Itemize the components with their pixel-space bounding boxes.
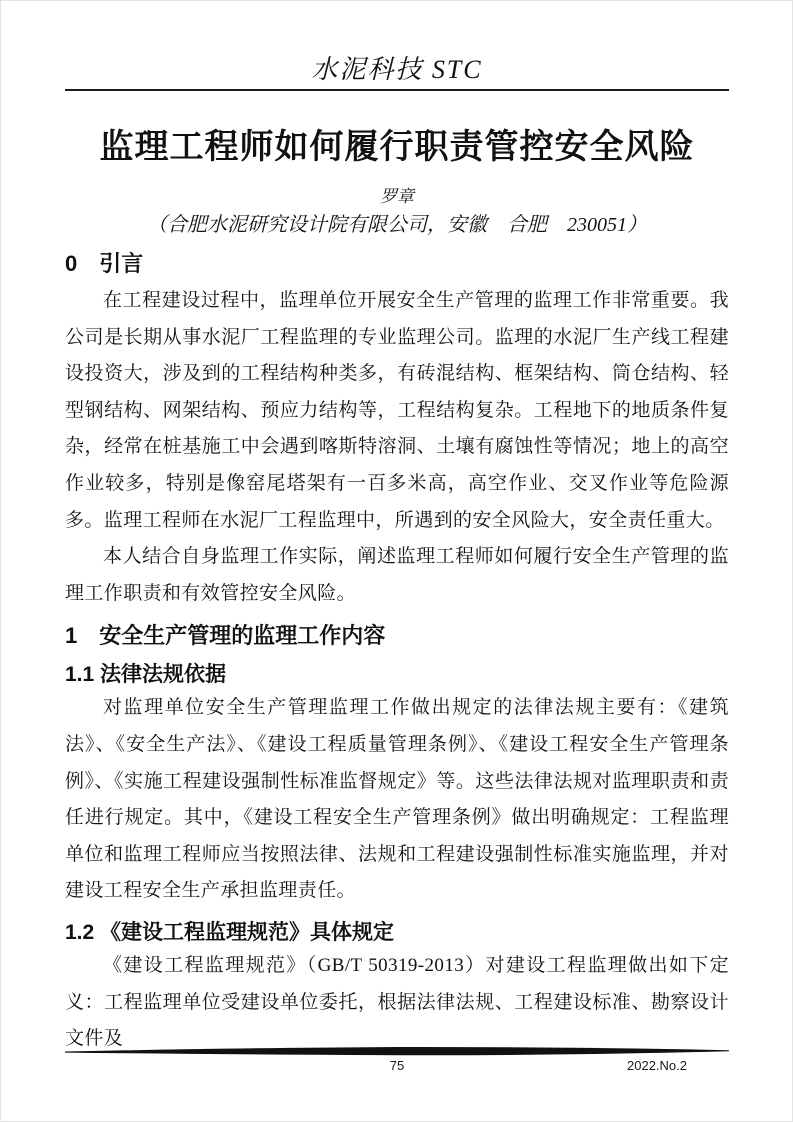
subsection-heading-1-2: 1.2 《建设工程监理规范》具体规定 xyxy=(65,920,395,944)
author-affiliation: （合肥水泥研究设计院有限公司，安徽 合肥 230051） xyxy=(147,214,647,236)
footer-text-row xyxy=(65,1058,729,1074)
paragraph-intro-1: 在工程建设过程中，监理单位开展安全生产管理的监理工作非常重要。我公司是长期从事水泥厂工程监理的专业监理公司。监理的水泥厂生产线工程建设投资大，涉及到的工程结构种类多，有砖混结构、框架结构、筒仓结构、轻型钢结构、网架结构、预应力结构等，工程结构复杂。工程地下的地质条件复杂，经常在桩基施工中会遇到喀斯特溶洞、土壤有腐蚀性等情况；地上的高空作业较多，特别是像窑尾塔架有一百多米高，高空作业、交叉作业等危险源多。监理工程师在水泥厂工程监理中，所遇到的安全风险大，安全责任重大。 xyxy=(65,290,729,531)
journal-header: 水泥科技 STC xyxy=(311,55,483,84)
issue-label: 2022.No.2 xyxy=(627,1058,687,1073)
paragraph-standard-definition: 《建设工程监理规范》（GB/T 50319-2013）对建设工程监理做出如下定义：工程监理单位受建设单位委托，根据法律法规、工程建设标准、勘察设计文件及 xyxy=(65,954,729,1050)
page-footer xyxy=(65,1046,729,1074)
paragraph-legal-basis: 对监理单位安全生产管理监理工作做出规定的法律法规主要有：《建筑法》、《安全生产法》、《建设工程质量管理条例》、《建设工程安全生产管理条例》、《实施工程建设强制性标准监督规定》等。这些法律法规对监理职责和责任进行规定。其中，《建设工程安全生产管理条例》做出明确规定：工程监理单位和监理工程师应当按照法律、法规和工程建设强制性标准实施监理，并对建设工程安全生产承担监理责任。 xyxy=(65,697,729,902)
paragraph-intro-2: 本人结合自身监理工作实际，阐述监理工程师如何履行安全生产管理的监理工作职责和有效管控安全风险。 xyxy=(65,546,729,604)
section-heading-1: 1 安全生产管理的监理工作内容 xyxy=(65,623,386,649)
subsection-heading-1-1: 1.1 法律法规依据 xyxy=(65,663,227,687)
header-divider xyxy=(65,89,729,91)
page-number: 75 xyxy=(389,1058,405,1073)
footer-brush-rule xyxy=(65,1046,729,1057)
article-title: 监理工程师如何履行职责管控安全风险 xyxy=(99,128,695,166)
author-name: 罗章 xyxy=(380,187,414,206)
section-heading-0-introduction: 0 引言 xyxy=(65,251,144,276)
